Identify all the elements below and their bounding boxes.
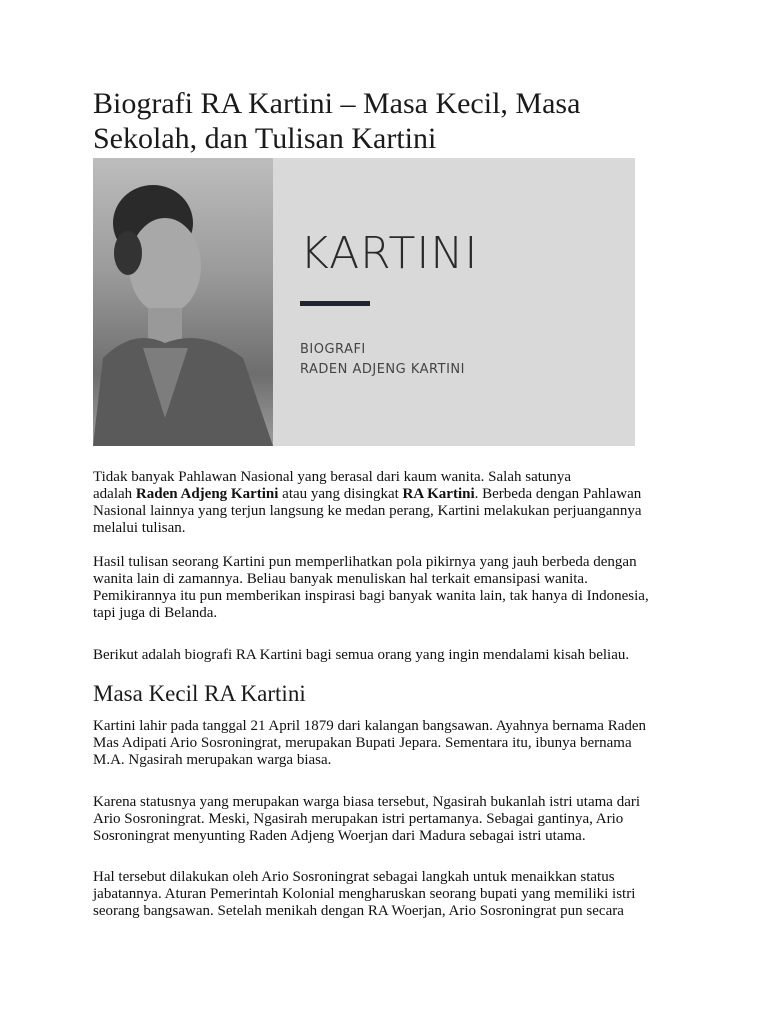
section-heading-masa-kecil: Masa Kecil RA Kartini (93, 681, 306, 706)
hero-title: KARTINI (300, 228, 479, 279)
page-title: Biografi RA Kartini – Masa Kecil, Masa Sekolah, dan Tulisan Kartini (93, 87, 581, 155)
kartini-portrait-photo (93, 158, 273, 446)
paragraph-colonial-rule: Hal tersebut dilakukan oleh Ario Sosroningrat sebagai langkah untuk menaikkan status jabatannya. Aturan Pemerintah Kolonial mengharuskan seorang bupati yang memiliki istri seorang bangsawan. Setelah menikah dengan RA Woerjan, Ario Sosroningrat pun secara (93, 869, 636, 919)
paragraph-status: Karena statusnya yang merupakan warga biasa tersebut, Ngasirah bukanlah istri utama dari Ario Sosroningrat. Meski, Ngasirah merupakan istri pertamanya. Sebagai gantinya, Ario Sosroningrat menyunting Raden Adjeng Woerjan dari Madura sebagai istri utama. (93, 794, 641, 844)
paragraph-intro: Tidak banyak Pahlawan Nasional yang berasal dari kaum wanita. Salah satunya adalah Raden Adjeng Kartini atau yang disingkat RA Kartini. Berbeda dengan Pahlawan Nasional lainnya yang terjun langsung ke medan perang, Kartini melakukan perjuangannya melalui tulisan. (93, 469, 642, 536)
paragraph-birth: Kartini lahir pada tanggal 21 April 1879 dari kalangan bangsawan. Ayahnya bernama Raden Mas Adipati Ario Sosroningrat, merupakan Bupati Jepara. Sementara itu, ibunya bernama M.A. Ngasirah merupakan warga biasa. (93, 718, 647, 768)
hero-divider (300, 301, 370, 306)
paragraph-following: Berikut adalah biografi RA Kartini bagi semua orang yang ingin mendalami kisah beliau. (93, 647, 630, 663)
paragraph-thinking: Hasil tulisan seorang Kartini pun memperlihatkan pola pikirnya yang jauh berbeda dengan wanita lain di zamannya. Beliau banyak menuliskan hal terkait emansipasi wanita. Pemikirannya itu pun memberikan inspirasi bagi banyak wanita lain, tak hanya di Indonesia, tapi juga di Belanda. (93, 554, 649, 621)
hero-banner-image (93, 158, 635, 446)
hero-subtitle: BIOGRAFI RADEN ADJENG KARTINI (300, 342, 465, 377)
